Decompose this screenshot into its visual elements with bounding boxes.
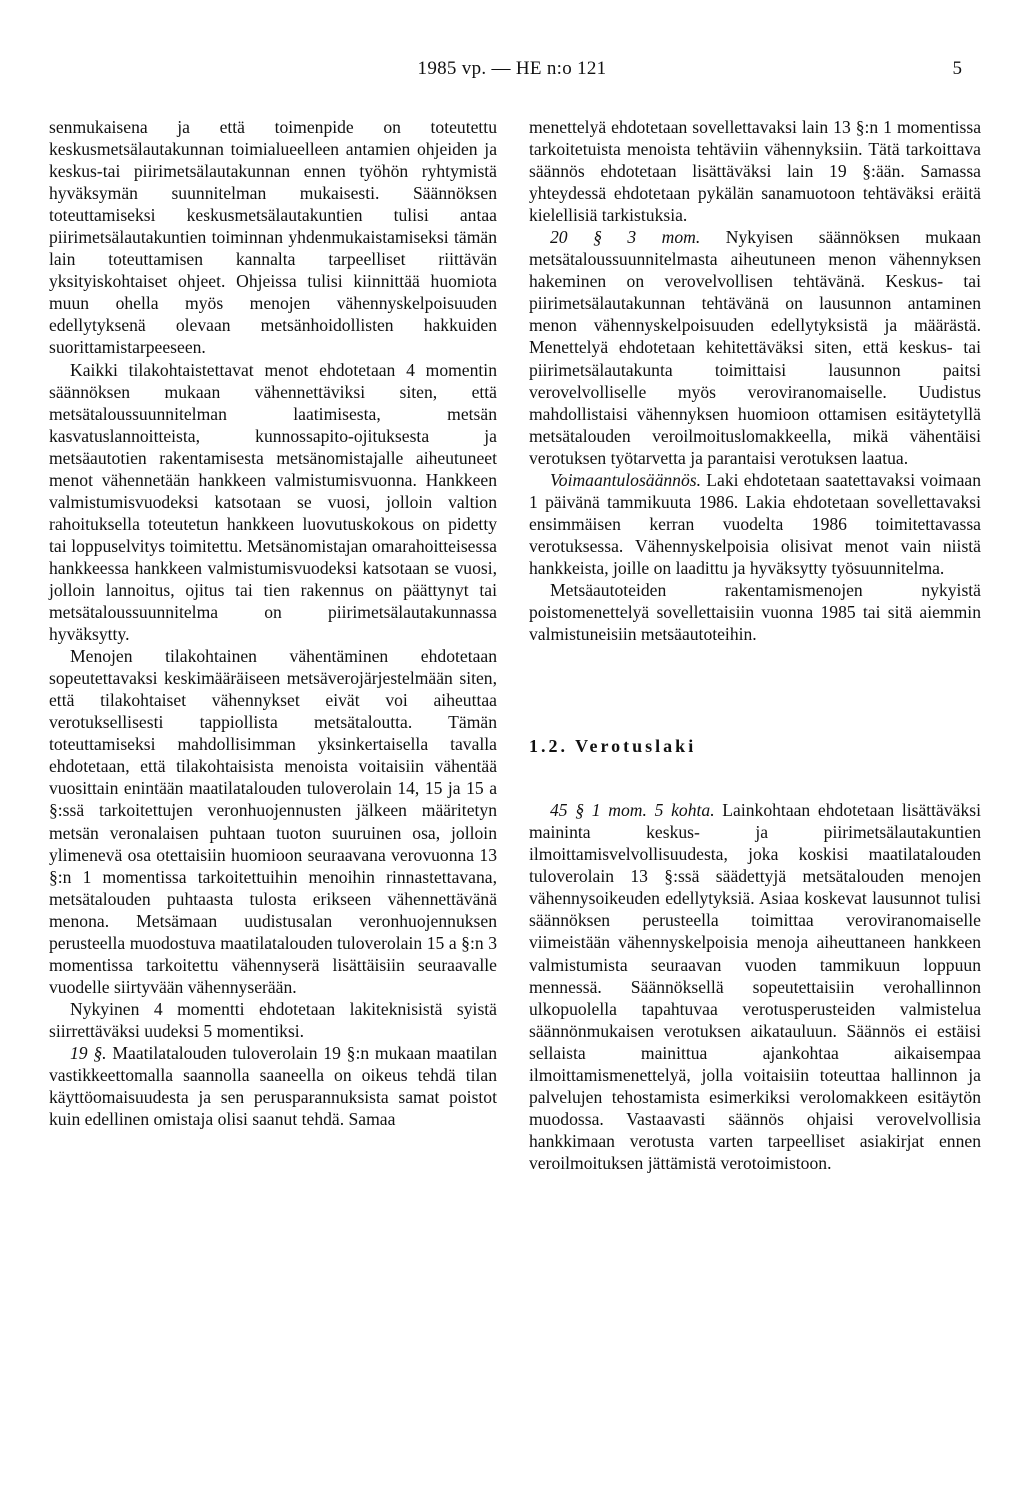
paragraph: Metsäautoteiden rakentamismenojen nykyistä poistomenettelyä sovellettaisiin vuonna 1985 tai sitä aiemmin valmistuneisiin metsäautoteihin. — [529, 579, 981, 645]
header-separator: — — [491, 58, 511, 79]
paragraph-text: Nykyisen säännöksen mukaan metsätaloussuunnitelmasta aiheutuneen menon vähennyksen hakeminen on verovelvollisen tehtävänä. Keskus- tai piirimetsälautakunnan tehtävänä on lausunnon antaminen menon vähennyskelpoisuuden edellytyksistä ja määrästä. Menettelyä ehdotetaan kehitettäväksi siten, että keskus- tai piirimetsälautakunta toimittaisi lausunnon paitsi verovelvolliselle myös veroviranomaiselle. Uudistus mahdollistaisi vähennyksen huomioon ottamisen esitäytetyllä metsätalouden veroilmoituslomakkeella, mikä vähentäisi verotuksen työtarvetta ja parantaisi verotuksen laatua. — [529, 227, 981, 468]
section-reference: 45 § 1 mom. 5 kohta. — [550, 800, 715, 821]
paragraph: Menojen tilakohtainen vähentäminen ehdotetaan sopeutettavaksi keskimääräiseen metsäverojärjestelmään siten, että tilakohtaiset vähennykset eivät voi aiheuttaa verotuksellisesti tappiollista metsätaloutta. Tämän toteuttamiseksi mahdollisimman yksinkertaisella tavalla ehdotetaan, että tilakohtaisista menoista voitaisiin vähentää vuosittain enintään maatilatalouden tuloverolain 14, 15 ja 15 a §:ssä tarkoitettujen veronhuojennusten jälkeen määritetyn metsän veronalaisen puhtaan tuoton suuruinen osa, jolloin ylimenevä osa otettaisiin huomioon seuraavana verovuonna 13 §:n 1 momentissa tarkoitettuihin menoihin rinnastettavana, metsätalouden puhtaasta tulosta erikseen vähennettävänä menona. Metsämaan uudistusalan veronhuojennuksen perusteella muodostuva maatilatalouden tuloverolain 15 a §:n 3 momentissa tarkoitettu vähennyserä lisättäisiin seuraavalle vuodelle siirtyvään vähennyserään. — [49, 646, 497, 997]
paragraph: menettelyä ehdotetaan sovellettavaksi lain 13 §:n 1 momentissa tarkoitetuista menoista tehtäviin vähennyksiin. Tätä tarkoittava säännös ehdotetaan lisättäväksi lain 19 §:ään. Samassa yhteydessä ehdotetaan pykälän sanamuotoon tehtäväksi eräitä kielellisiä tarkistuksia. — [529, 117, 981, 226]
paragraph — [529, 226, 981, 469]
right-column — [529, 116, 981, 1174]
paragraph — [529, 469, 981, 579]
section-heading: 1.2. Verotuslaki — [529, 736, 697, 757]
paragraph — [529, 799, 981, 1174]
paragraph: Nykyinen 4 momentti ehdotetaan lakiteknisistä syistä siirrettäväksi uudeksi 5 momentiksi. — [49, 998, 497, 1041]
header-doc-id: HE n:o 121 — [515, 58, 607, 79]
page-number: 5 — [952, 58, 962, 79]
header-year: 1985 vp. — [417, 58, 487, 79]
running-header — [0, 58, 1024, 88]
paragraph-text: Lainkohtaan ehdotetaan lisättäväksi maininta keskus- ja piirimetsälautakuntien ilmoittamisvelvollisuudesta, joka koskisi maatilatalouden tuloverolain 13 §:ssä säädettyjä metsätalouden menojen vähennysoikeuden edellytyksiä. Asiaa koskevat lausunnot tulisi säännöksen perusteella toimittaa veroviranomaiselle viimeistään vähennyskelpoisia menoja aiheuttaneen hankkeen valmistumista seuraavan vuoden tammikuun loppuun mennessä. Säännöksellä sopeutettaisiin verohallinnon ulkopuolella tapahtuvaa verotusperusteiden valmistelua säännönmukaisen verotuksen aikatauluun. Säännös ei estäisi sellaista mainittua ajankohtaa aikaisempaa ilmoittamismenettelyä, jolla voitaisiin toteuttaa hallinnon ja palvelujen tehostamista esimerkiksi verolomakkeen esitäytön muodossa. Vastaavasti säännös ohjaisi verovelvollisia hankkimaan verotusta varten tarpeelliset asiakirjat ennen veroilmoituksen jättämistä verotoimistoon. — [529, 800, 981, 1173]
paragraph: Kaikki tilakohtaistettavat menot ehdotetaan 4 momentin säännöksen mukaan vähennettäviksi siten, että metsätaloussuunnitelman laatimisesta, metsän kasvatuslannoitteista, kunnossapito-ojituksesta ja metsäautotien rakentamisesta metsänomistajalle aiheutuneet menot vähennetään hankkeen valmistumisvuonna. Hankkeen valmistumisvuodeksi katsotaan se vuosi, jolloin valtion rahoituksella toteutetun hankkeen luovutuskokous on pidetty tai loppuselvitys toimitettu. Metsänomistajan omarahoitteisessa hankkeessa hankkeen valmistumisvuodeksi katsotaan se vuosi, jolloin lannoitus, ojitus tai tien rakennus on päättynyt tai metsätaloussuunnitelma on piirimetsälautakunnassa hyväksytty. — [49, 359, 497, 645]
spacer — [529, 645, 981, 735]
section-reference: Voimaantulosäännös. — [550, 469, 702, 490]
section-reference: 20 § 3 mom. — [550, 227, 701, 248]
paragraph — [49, 1042, 497, 1130]
section-reference: 19 §. — [70, 1042, 107, 1063]
paragraph: senmukaisena ja että toimenpide on toteutettu keskusmetsälautakunnan toimialueelleen antamien ohjeiden ja keskus-tai piirimetsälautakunnan ennen työhön ryhtymistä hyväksymän suunnitelman mukaisesti. Säännöksen toteuttamiseksi keskusmetsälautakuntien tulisi antaa piirimetsälautakuntien toiminnan yhdenmukaistamiseksi tämän lain toteuttamisen kannalta tarpeelliset riittävän yksityiskohtaiset ohjeet. Ohjeissa tulisi kiinnittää huomiota muun ohella myös menojen vähennyskelpoisuuden edellytyksenä olevaan metsänhoidollisten hakkuiden suorittamistarpeeseen. — [49, 117, 497, 358]
paragraph-text: Maatilatalouden tuloverolain 19 §:n mukaan maatilan vastikkeettomalla saannolla saaneella on oikeus tehdä tilan käyttöomaisuudesta ja sen perusparannuksista samat poistot kuin edellinen omistaja olisi saanut tehdä. Samaa — [49, 1042, 497, 1130]
spacer — [529, 757, 981, 799]
left-column — [49, 116, 497, 1130]
paragraph-text: Laki ehdotetaan saatettavaksi voimaan 1 päivänä tammikuuta 1986. Lakia ehdotetaan sovellettavaksi ensimmäisen kerran vuodelta 1986 toimitettavassa verotuksessa. Vähennyskelpoisia olisivat menot vain niistä hankkeista, joille on laadittu ja hyväksytty työsuunnitelma. — [529, 469, 981, 578]
header-title — [0, 58, 1024, 80]
